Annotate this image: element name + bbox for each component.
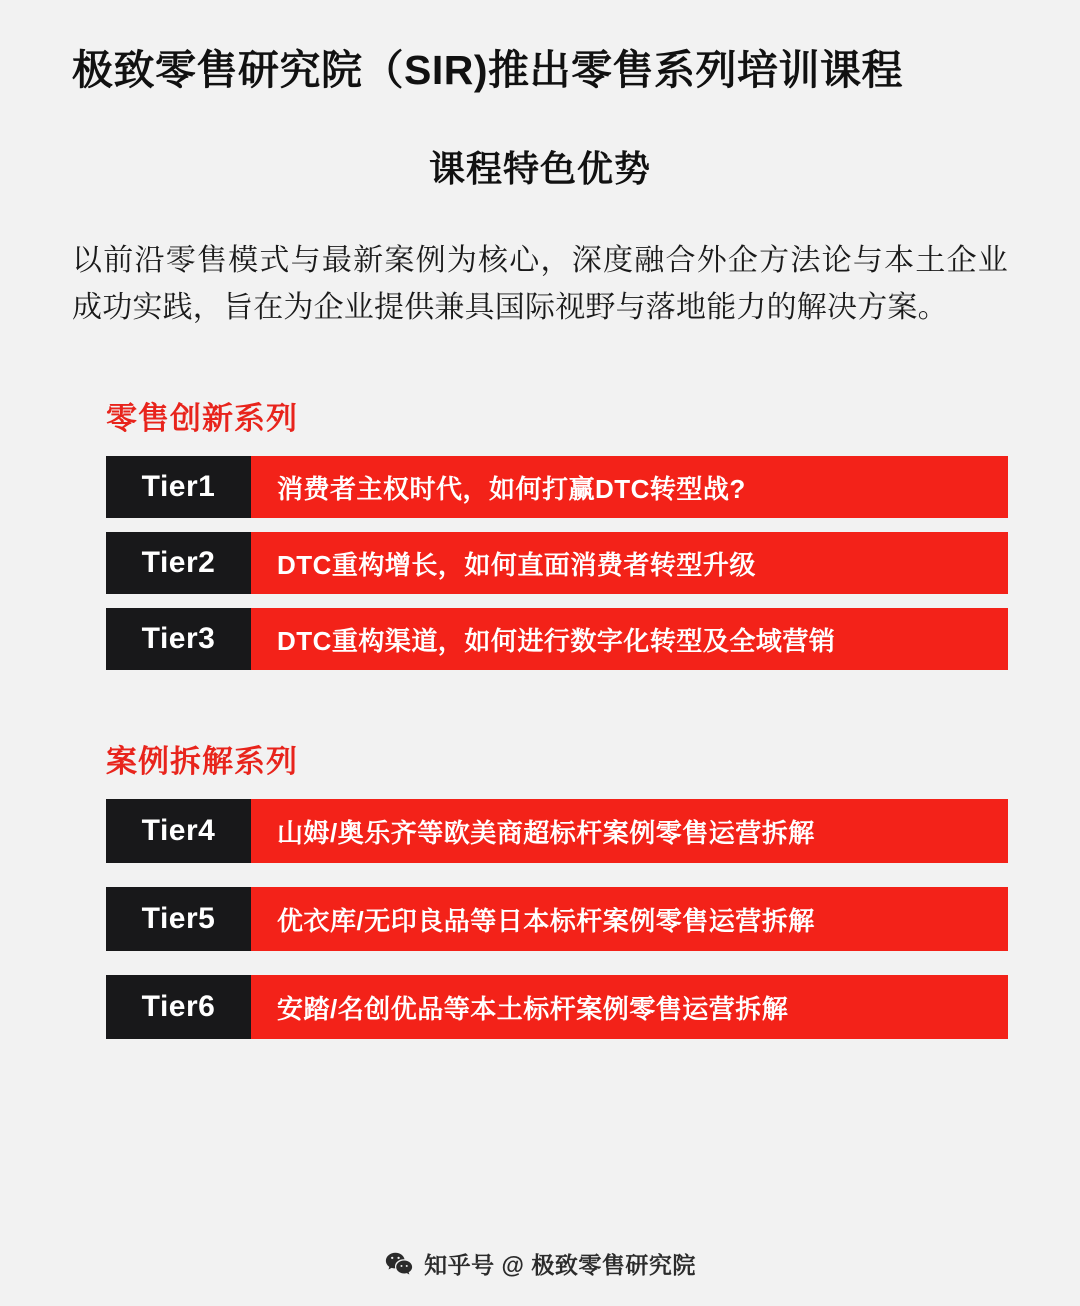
course-title: 安踏/名创优品等本土标杆案例零售运营拆解 (251, 975, 1008, 1039)
section-case-study (72, 736, 1008, 1039)
intro-paragraph: 以前沿零售模式与最新案例为核心，深度融合外企方法论与本土企业成功实践，旨在为企业提供兼具国际视野与落地能力的解决方案。 (72, 244, 1008, 324)
section-title: 零售创新系列 (106, 401, 298, 437)
course-title: DTC重构渠道，如何进行数字化转型及全域营销 (251, 608, 1008, 670)
wechat-icon (384, 1249, 414, 1279)
section-title: 案例拆解系列 (106, 744, 298, 780)
course-title: 优衣库/无印良品等日本标杆案例零售运营拆解 (251, 887, 1008, 951)
tier-badge: Tier4 (106, 799, 251, 863)
course-row[interactable] (106, 975, 1008, 1039)
course-row[interactable] (106, 799, 1008, 863)
course-title: 消费者主权时代，如何打赢DTC转型战? (251, 456, 1008, 518)
page-subtitle: 课程特色优势 (428, 148, 651, 190)
course-row[interactable] (106, 532, 1008, 594)
course-title: DTC重构增长，如何直面消费者转型升级 (251, 532, 1008, 594)
course-row[interactable] (106, 887, 1008, 951)
footer-attribution (0, 1247, 1080, 1280)
course-row[interactable] (106, 608, 1008, 670)
page-title: 极致零售研究院（SIR)推出零售系列培训课程 (72, 47, 903, 93)
course-title: 山姆/奥乐齐等欧美商超标杆案例零售运营拆解 (251, 799, 1008, 863)
tier-badge: Tier1 (106, 456, 251, 518)
tier-badge: Tier3 (106, 608, 251, 670)
course-row[interactable] (106, 456, 1008, 518)
section-retail-innovation (72, 393, 1008, 670)
tier-badge: Tier6 (106, 975, 251, 1039)
tier-badge: Tier5 (106, 887, 251, 951)
tier-badge: Tier2 (106, 532, 251, 594)
footer-text: 知乎号 @ 极致零售研究院 (424, 1252, 696, 1278)
